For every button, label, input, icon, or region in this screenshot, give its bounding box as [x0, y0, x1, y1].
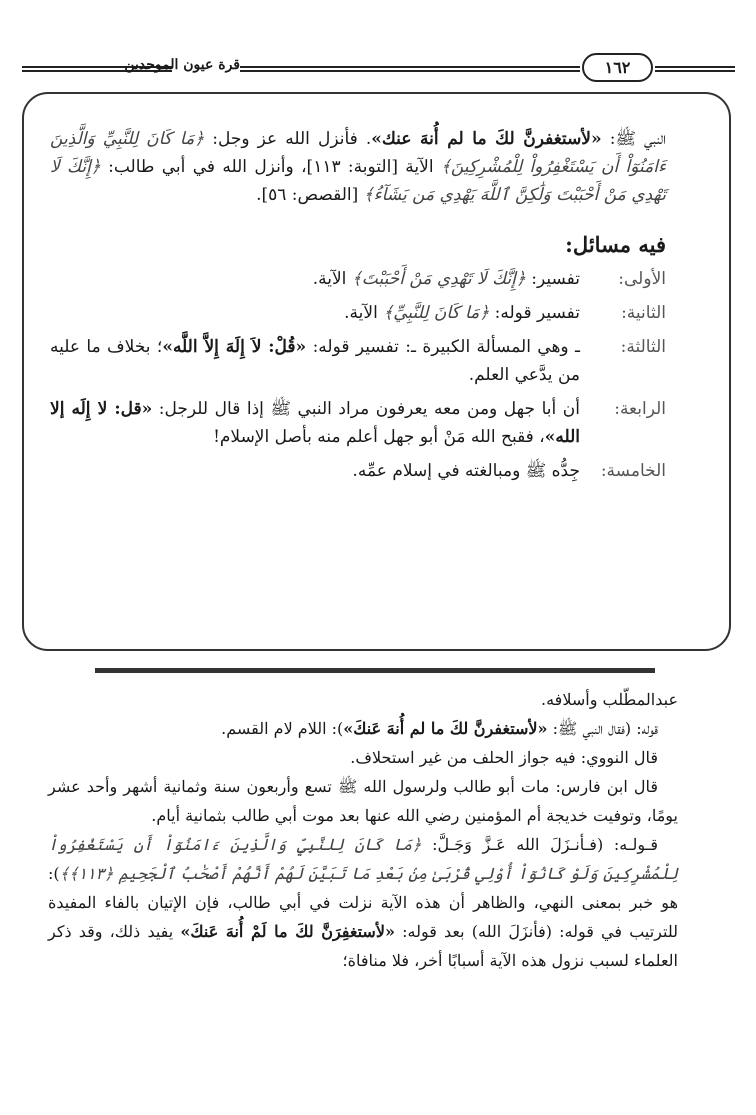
issue-item: الرابعة: أن أبا جهل ومن معه يعرفون مراد النبي ﷺ إذا قال للرجل: «قل: لا إِلَه إلا الله»، فقبح الله مَنْ أبو جهل أعلم منه بأصل الإسلام!: [50, 395, 666, 451]
footnote-paragraph: عبدالمطّلب وأسلافه.: [541, 690, 678, 709]
issue-label: الثانية:: [621, 303, 666, 323]
hadith-quote: «لأستغفرنَّ لكَ ما لم أُنهَ عنك»: [371, 129, 602, 149]
footnote-paragraph: قـولـه: (فـأنـزَلَ الله عَـزَّ وَجَـلَّ: ﴿مَا كَانَ لِلنَّبِيِّ وَالَّذِينَ ءَامَنُوٓاْ أَن يَسْتَغْفِرُواْ لِلْمُشْرِكِينَ وَلَوْ كَانُوٓاْ أُوْلِي قُرْبَىٰ مِنۢ بَعْدِ مَا تَبَيَّنَ لَهُمْ أَنَّهُمْ أَصْحَٰبُ ٱلْجَحِيمِ ﴿١١٣﴾﴾): هو خبر بمعنى النهي، والظاهر أن هذه الآية نزلت في أبي طالب، فإن الإتيان بالفاء المفيدة للترتيب في قوله: (فأنزَلَ الله) بعد قوله: «لأستغفِرَنَّ لكَ ما لَمْ أُنهَ عَنكَ» يفيد ذلك، وقد ذكر العلماء لسبب نزول هذه الآية أسبابًا أخر، فلا منافاة؛: [48, 835, 679, 970]
footnote-separator: [95, 668, 655, 673]
footnote-paragraph: قال ابن فارس: مات أبو طالب ولرسول الله ﷺ تسع وأربعون سنة وثمانية أشهر وأحد عشر يومًا، وتوفيت خديجة أم المؤمنين رضي الله عنها بعد موت أبي طالب بثمانية أيام.: [48, 777, 678, 825]
issue-label: الخامسة:: [600, 461, 666, 481]
issues-heading: فيه مسائل:: [565, 232, 666, 257]
page-number: ١٦٢: [582, 53, 653, 82]
quran-verse: ﴿إِنَّكَ لَا تَهْدِي مَنْ أَحْبَبْتَ وَلَٰكِنَّ ٱللَّهَ يَهْدِي مَن يَشَآءُ﴾: [50, 157, 666, 205]
running-title: قرة عيون الموحدين: [124, 57, 240, 73]
issue-label: الثالثة:: [620, 337, 666, 357]
page-header: [0, 50, 756, 90]
issue-item: الثالثة: ـ وهي المسألة الكبيرة ـ: تفسير قوله: «قُلْ: لاَ إِلَهَ إِلاَّ اللَّه»؛ بخلاف ما عليه من يدَّعي العلم.: [50, 333, 666, 389]
quran-verse: ﴿مَا كَانَ لِلنَّبِيِّ وَالَّذِينَ ءَامَنُوٓاْ أَن يَسْتَغْفِرُواْ لِلْمُشْرِكِينَ﴾: [50, 129, 667, 177]
opening-paragraph: النبي ﷺ: «لأستغفرنَّ لكَ ما لم أُنهَ عنك». فأنزل الله عز وجل: ﴿مَا كَانَ لِلنَّبِيِّ وَالَّذِينَ ءَامَنُوٓاْ أَن يَسْتَغْفِرُواْ لِلْمُشْرِكِينَ﴾ الآية [التوبة: ١١٣]، وأنزل الله في أبي طالب: ﴿إِنَّكَ لَا تَهْدِي مَنْ أَحْبَبْتَ وَلَٰكِنَّ ٱللَّهَ يَهْدِي مَن يَشَآءُ﴾ [القصص: ٥٦].: [50, 129, 667, 205]
hadith-quote: «قل: لا إِلَه إلا الله»: [50, 399, 580, 447]
issue-label: الأولى:: [618, 269, 666, 289]
issue-item: الخامسة: جِدُّه ﷺ ومبالغته في إسلام عمِّه.: [50, 457, 666, 485]
issue-label: الرابعة:: [614, 399, 666, 419]
issue-item: الثانية: تفسير قوله: ﴿مَا كَانَ لِلنَّبِيِّ﴾ الآية.: [50, 299, 666, 327]
footnote-paragraph: قوله: (فقال النبي ﷺ: «لأستغفرنَّ لكَ ما لم أُنهَ عَنكَ»): اللام لام القسم.: [221, 719, 658, 738]
quran-verse: ﴿مَا كَانَ لِلنَّبِيِّ﴾: [383, 303, 490, 323]
quran-verse: ﴿مَا كَانَ لِلنَّبِيِّ وَالَّذِينَ ءَامَنُوٓاْ أَن يَسْتَغْفِرُواْ لِلْمُشْرِكِينَ وَلَوْ كَانُوٓاْ أُوْلِي قُرْبَىٰ مِنۢ بَعْدِ مَا تَبَيَّنَ لَهُمْ أَنَّهُمْ أَصْحَٰبُ ٱلْجَحِيمِ ﴿١١٣﴾﴾: [48, 835, 678, 883]
hadith-quote: «قُلْ: لاَ إِلَهَ إِلاَّ اللَّه»: [162, 337, 307, 357]
header-rule-middle: [240, 66, 580, 72]
hadith-quote: «لأستغفرنَّ لكَ ما لم أُنهَ عَنكَ»: [343, 719, 548, 738]
header-rule-right: [655, 66, 735, 72]
issue-item: الأولى: تفسير: ﴿إِنَّكَ لَا تَهْدِي مَنْ أَحْبَبْتَ﴾ الآية.: [50, 265, 666, 293]
footnote-paragraph: قال النووي: فيه جواز الحلف من غير استحلاف.: [350, 748, 658, 767]
main-text: [50, 125, 666, 485]
hadith-quote: «لأستغفِرَنَّ لكَ ما لَمْ أُنهَ عَنكَ»: [180, 922, 395, 941]
footnotes: [48, 685, 678, 975]
quran-verse: ﴿إِنَّكَ لَا تَهْدِي مَنْ أَحْبَبْتَ﴾: [351, 269, 526, 289]
